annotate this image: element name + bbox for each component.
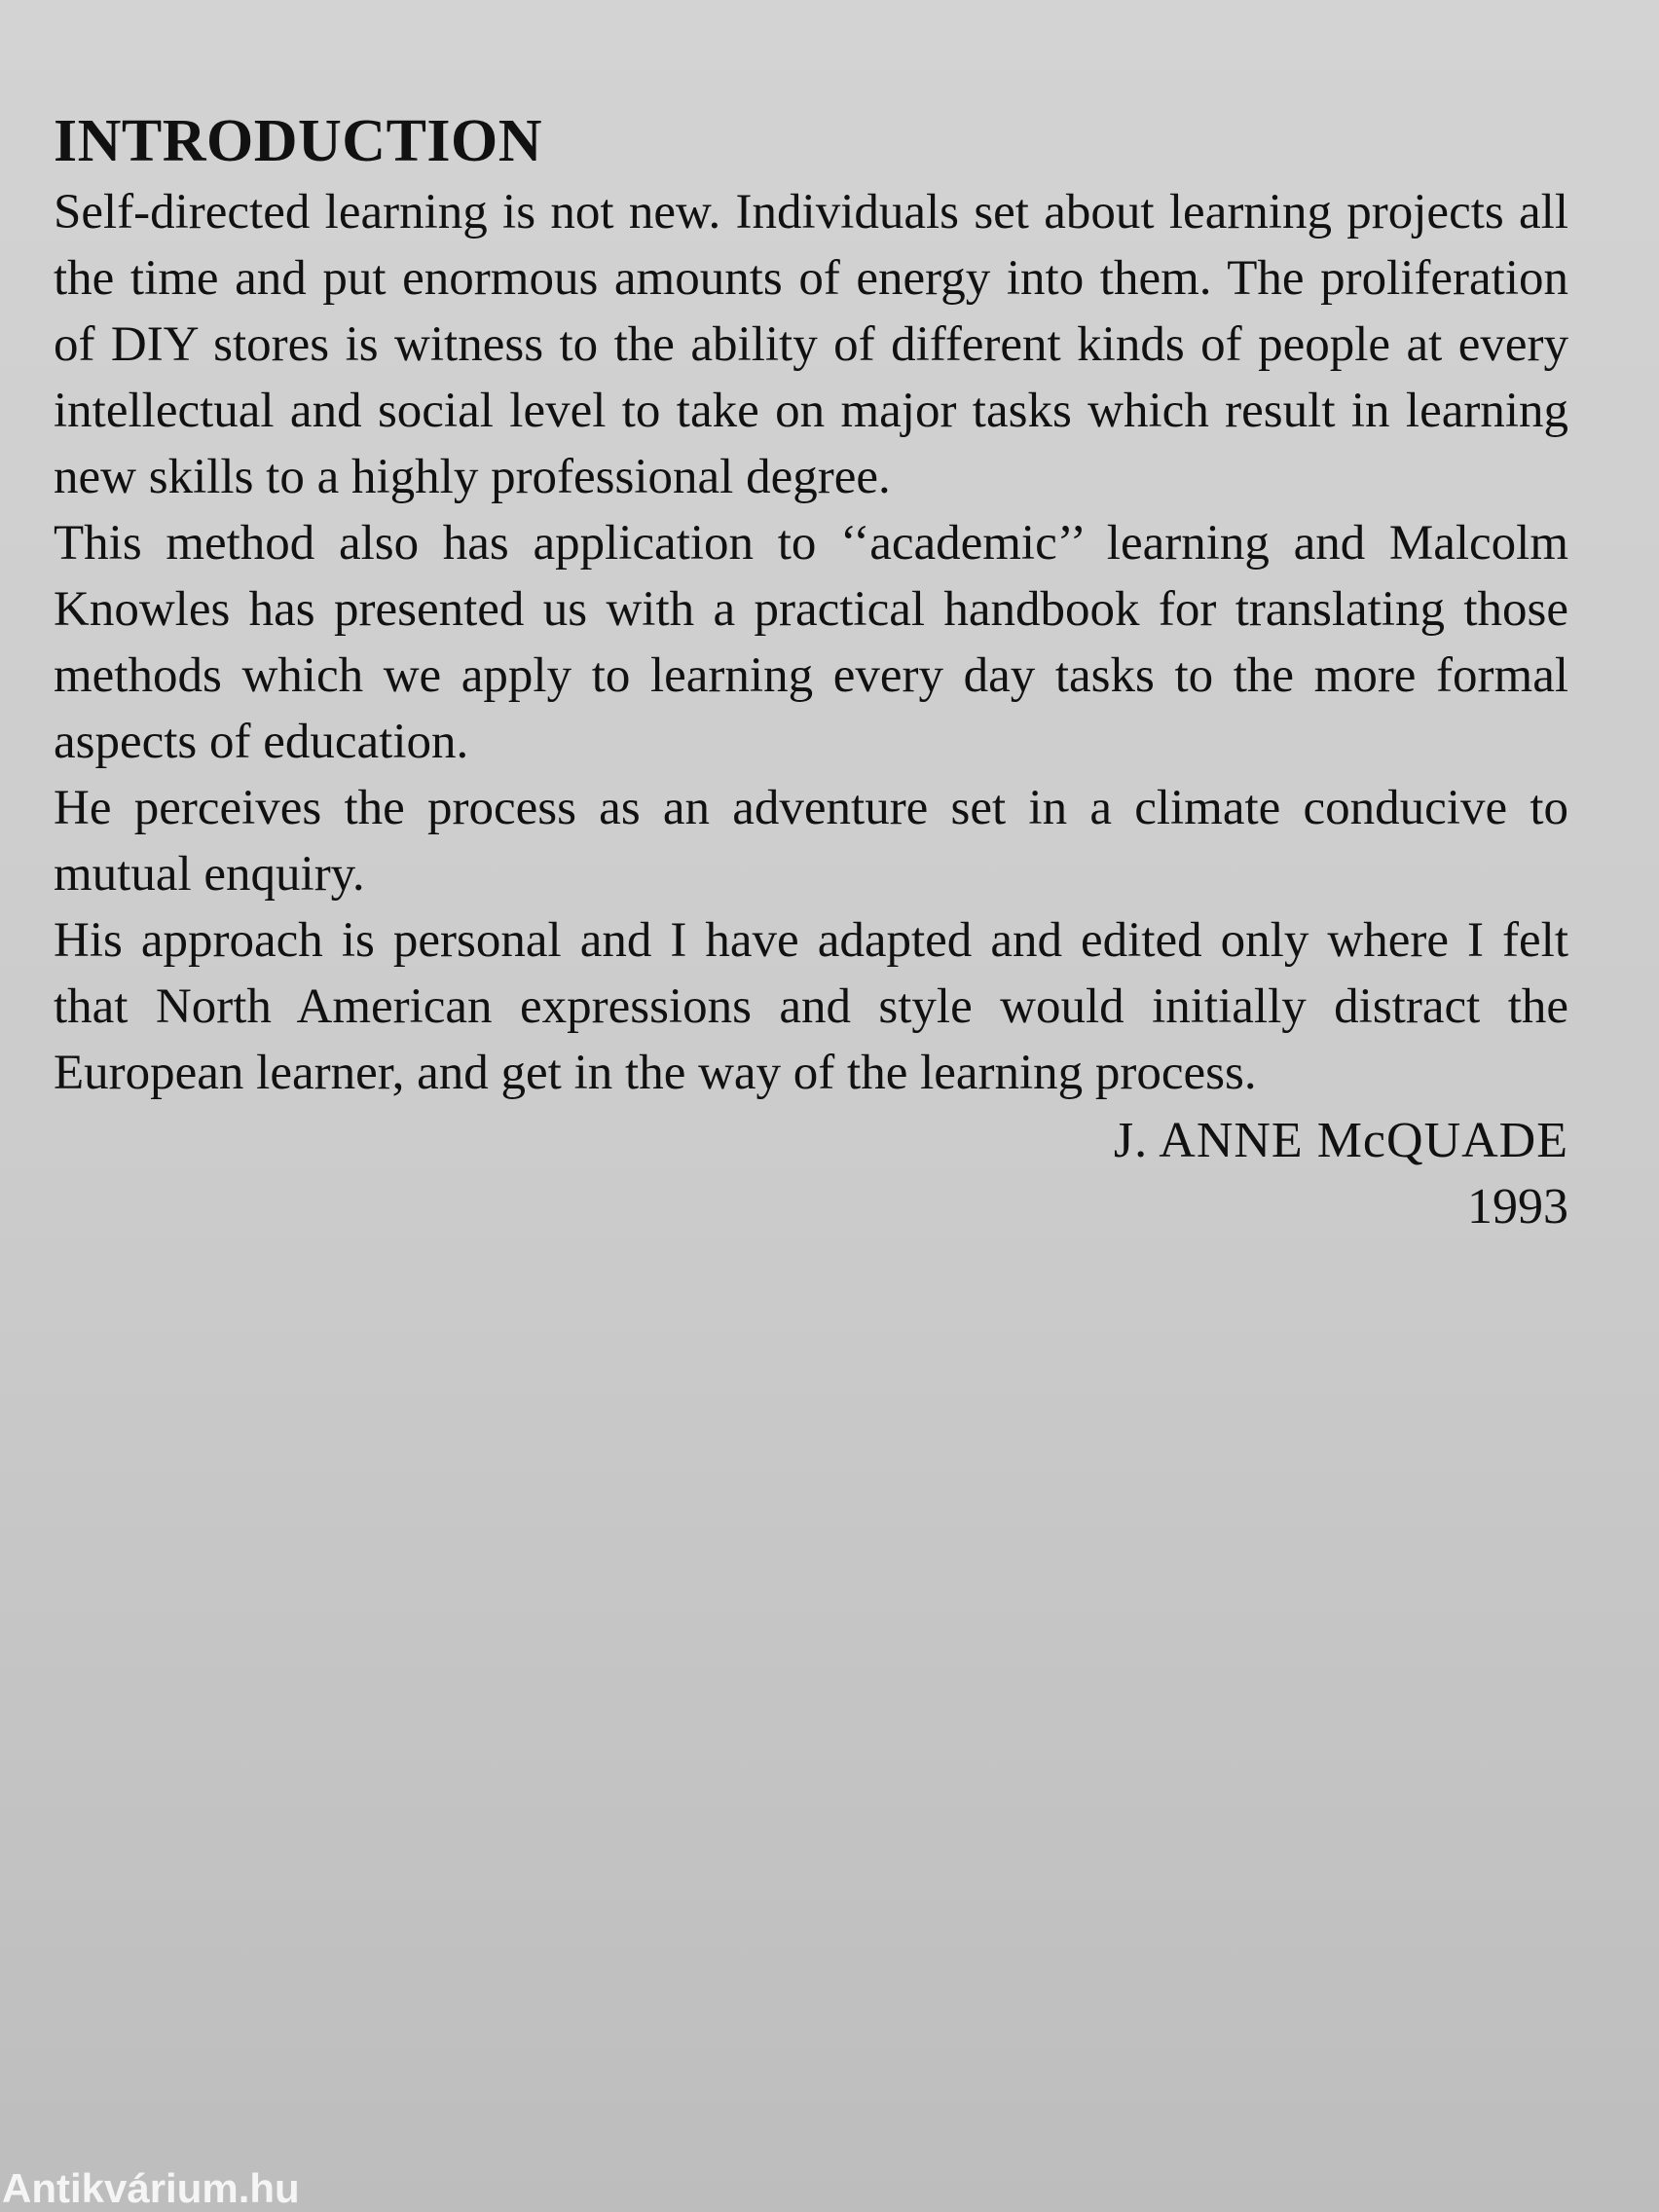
watermark-logo: Antikvárium.hu <box>2 2165 300 2211</box>
bleed-through-text <box>39 1305 1558 1371</box>
paragraph-1: Self-directed learning is not new. Individuals set about learning projects all the time and put enormous amounts of energy into them. The proliferation of DIY stores is witness to the ability of different kinds of people at every intellectual and social level to take on major tasks which result in learning new skills to a highly professional degree. <box>54 185 1568 504</box>
paragraph-4: His approach is personal and I have adapted and edited only where I felt that North American expressions and style would initially distract the European learner, and get in the way of the learning process. <box>54 913 1568 1100</box>
paragraph-3: He perceives the process as an adventure set in a climate conducive to mutual enquiry. <box>54 781 1568 902</box>
author-signature: J. ANNE McQUADE <box>1113 1113 1568 1168</box>
introduction-section <box>54 105 1568 1240</box>
publication-year: 1993 <box>1467 1179 1568 1235</box>
section-heading: INTRODUCTION <box>54 108 543 174</box>
paragraph-2: This method also has application to ‘‘academic’’ learning and Malcolm Knowles has presented us with a practical handbook for translating those methods which we apply to learning every day tasks to the more formal aspects of education. <box>54 516 1568 769</box>
